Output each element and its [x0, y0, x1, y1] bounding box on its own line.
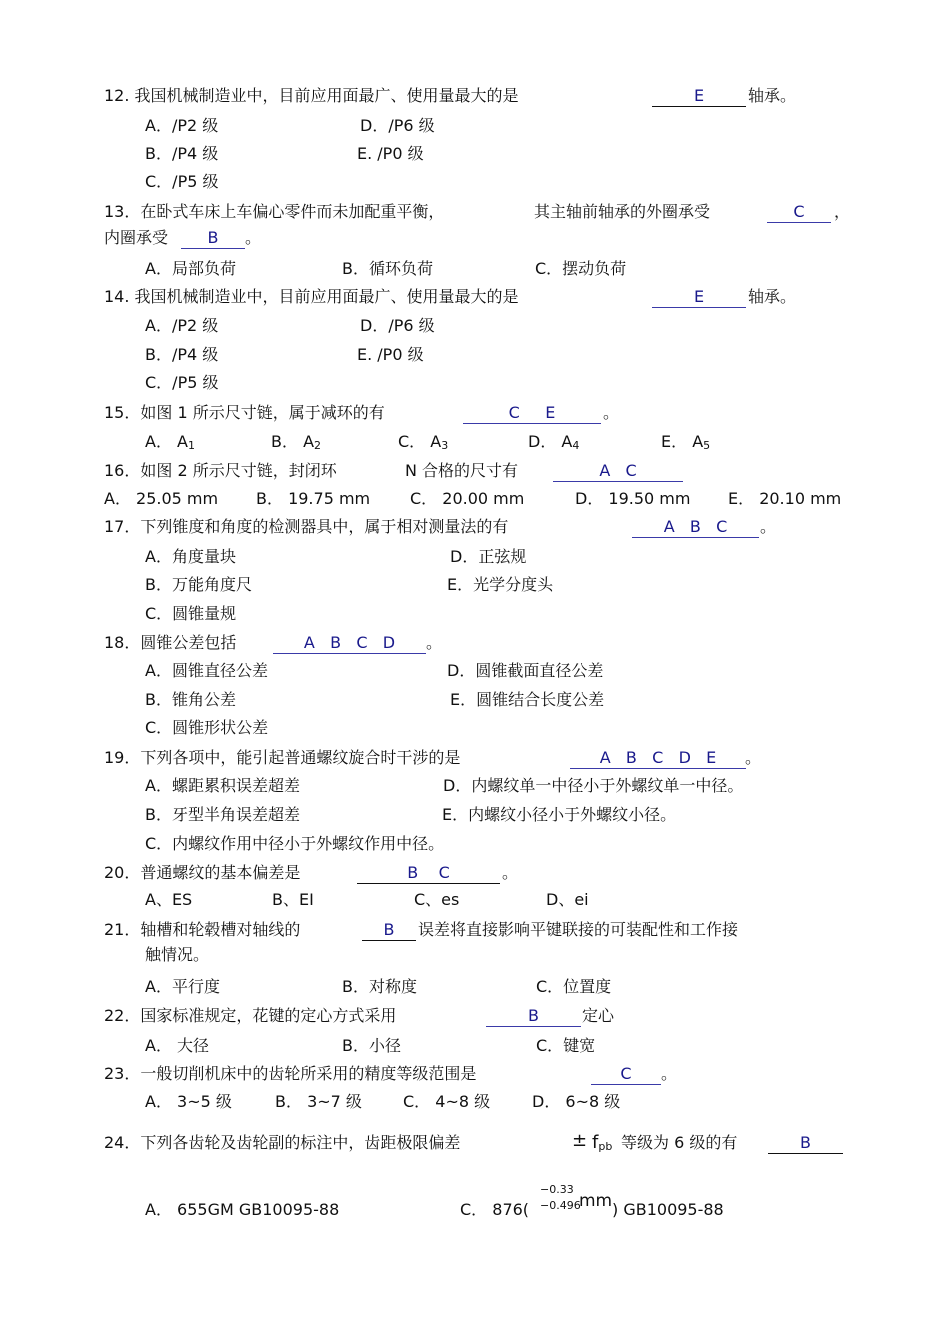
q21-stem: 21．轴槽和轮毂槽对轴线的	[104, 920, 301, 939]
q17-option-e: E．光学分度头	[447, 575, 554, 594]
q21-line2: 触情况。	[145, 945, 210, 964]
q22-option-a: A． 大径	[145, 1036, 210, 1055]
q15-option-b: B． $A_2$	[271, 432, 322, 452]
q23-stem: 23．一般切削机床中的齿轮所采用的精度等级范围是	[104, 1064, 477, 1083]
q22-option-b: B．小径	[342, 1036, 401, 1055]
q13-line2: 内圈承受	[104, 228, 169, 247]
q23-option-a: A． 3~5 级	[145, 1092, 232, 1111]
q19-option-e: E．内螺纹小径小于外螺纹小径。	[442, 805, 677, 824]
q22-stem: 22．国家标准规定，花键的定心方式采用	[104, 1006, 397, 1025]
q22-option-c: C．键宽	[536, 1036, 596, 1055]
q13-period: 。	[245, 228, 262, 247]
q12-option-a: A．/P2 级	[145, 116, 219, 135]
q15-period: 。	[603, 403, 620, 422]
q20-option-d: D、ei	[546, 890, 589, 909]
q16-option-a: A． 25.05 mm	[104, 489, 219, 508]
q20-option-c: C、es	[414, 890, 460, 909]
q23-option-d: D． 6~8 级	[532, 1092, 621, 1111]
q23-option-b: B． 3~7 级	[275, 1092, 362, 1111]
q16-option-b: B． 19.75 mm	[256, 489, 371, 508]
q21-option-b: B．对称度	[342, 977, 417, 996]
q16-stem2: N 合格的尺寸有	[405, 461, 519, 480]
q12-answer: E	[652, 86, 746, 107]
q14-tail: 轴承。	[748, 287, 797, 306]
q24-grade-text: 等级为 6 级的有	[621, 1133, 738, 1152]
q18-option-b: B．锥角公差	[145, 690, 236, 709]
q17-answer: A B C	[632, 517, 759, 538]
q15-stem: 15．如图 1 所示尺寸链，属于减环的有	[104, 403, 385, 422]
q16-stem: 16．如图 2 所示尺寸链，封闭环	[104, 461, 337, 480]
q24-plus-minus: ±	[572, 1130, 588, 1151]
q18-option-e: E．圆锥结合长度公差	[450, 690, 605, 709]
q14-option-c: C．/P5 级	[145, 373, 219, 392]
q18-stem: 18．圆锥公差包括	[104, 633, 237, 652]
q14-option-b: B．/P4 级	[145, 345, 219, 364]
q12-option-c: C．/P5 级	[145, 172, 219, 191]
q19-option-d: D．内螺纹单一中径小于外螺纹单一中径。	[443, 776, 744, 795]
q16-option-e: E． 20.10 mm	[728, 489, 842, 508]
q21-answer: B	[362, 920, 416, 941]
q15-option-d: D． $A_4$	[528, 432, 580, 452]
q12-option-b: B．/P4 级	[145, 144, 219, 163]
q18-period: 。	[426, 633, 443, 652]
q20-answer: B C	[357, 863, 500, 884]
q24-lower-deviation: −0.496	[540, 1199, 581, 1212]
q21-option-a: A．平行度	[145, 977, 220, 996]
q18-option-c: C．圆锥形状公差	[145, 718, 269, 737]
q24-option-a: A． 655GM GB10095-88	[145, 1200, 340, 1219]
q16-option-d: D． 19.50 mm	[575, 489, 691, 508]
q19-option-b: B．牙型半角误差超差	[145, 805, 300, 824]
q20-stem: 20．普通螺纹的基本偏差是	[104, 863, 301, 882]
q12-tail: 轴承。	[748, 86, 797, 105]
q19-stem: 19．下列各项中，能引起普通螺纹旋合时干涉的是	[104, 748, 461, 767]
q22-answer: B	[486, 1006, 581, 1027]
q13-option-a: A．局部负荷	[145, 259, 236, 278]
q21-tail: 误差将直接影响平键联接的可装配性和工作接	[418, 920, 739, 939]
q19-option-a: A．螺距累积误差超差	[145, 776, 300, 795]
q14-option-a: A．/P2 级	[145, 316, 219, 335]
q23-answer: C	[591, 1064, 661, 1085]
q24-option-c-suffix: ) GB10095-88	[612, 1200, 724, 1219]
q18-answer: A B C D	[273, 633, 426, 654]
q14-stem: 14. 我国机械制造业中，目前应用面最广、使用量最大的是	[104, 287, 519, 306]
q13-stem: 13．在卧式车床上车偏心零件而未加配重平衡，	[104, 202, 445, 221]
q12-option-e: E. /P0 级	[357, 144, 424, 163]
q19-option-c: C．内螺纹作用中径小于外螺纹作用中径。	[145, 834, 445, 853]
q15-option-e: E． $A_5$	[661, 432, 711, 452]
q18-option-d: D．圆锥截面直径公差	[447, 661, 604, 680]
q12-stem: 12. 我国机械制造业中，目前应用面最广、使用量最大的是	[104, 86, 519, 105]
q24-answer: B	[768, 1133, 843, 1154]
q12-option-d: D．/P6 级	[360, 116, 435, 135]
q16-answer: A C	[553, 461, 683, 482]
q17-stem: 17．下列锥度和角度的检测器具中，属于相对测量法的有	[104, 517, 509, 536]
q14-option-e: E. /P0 级	[357, 345, 424, 364]
q24-upper-deviation: −0.33	[540, 1183, 574, 1196]
q17-option-a: A．角度量块	[145, 547, 236, 566]
q20-option-a: A、ES	[145, 890, 193, 909]
q24-fpb: $f_{pb}$	[592, 1132, 613, 1153]
q19-period: 。	[745, 748, 762, 767]
q22-tail: 定心	[582, 1006, 615, 1025]
q24-stem: 24．下列各齿轮及齿轮副的标注中，齿距极限偏差	[104, 1133, 461, 1152]
q13-answer-inner: B	[181, 228, 245, 249]
q17-option-d: D．正弦规	[450, 547, 527, 566]
q24-option-c-prefix: C． 876(	[460, 1200, 530, 1219]
q15-option-c: C． $A_3$	[398, 432, 449, 452]
q20-period: 。	[502, 863, 519, 882]
q13-comma: ，	[834, 202, 851, 221]
q17-option-c: C．圆锥量规	[145, 604, 237, 623]
q14-answer: E	[652, 287, 746, 308]
q19-answer: A B C D E	[570, 748, 746, 769]
q14-option-d: D．/P6 级	[360, 316, 435, 335]
q13-option-c: C．摆动负荷	[535, 259, 627, 278]
q23-option-c: C． 4~8 级	[403, 1092, 491, 1111]
q23-period: 。	[661, 1064, 678, 1083]
q20-option-b: B、EI	[272, 890, 314, 909]
q18-option-a: A．圆锥直径公差	[145, 661, 268, 680]
q17-option-b: B．万能角度尺	[145, 575, 252, 594]
q13-answer-outer: C	[767, 202, 831, 223]
q15-option-a: A． $A_1$	[145, 432, 195, 452]
q17-period: 。	[760, 517, 777, 536]
q15-answer: C E	[463, 403, 601, 424]
q16-option-c: C． 20.00 mm	[410, 489, 525, 508]
q21-option-c: C．位置度	[536, 977, 612, 996]
q13-option-b: B．循环负荷	[342, 259, 433, 278]
q13-stem2: 其主轴前轴承的外圈承受	[534, 202, 711, 221]
q24-unit: mm	[579, 1191, 613, 1211]
